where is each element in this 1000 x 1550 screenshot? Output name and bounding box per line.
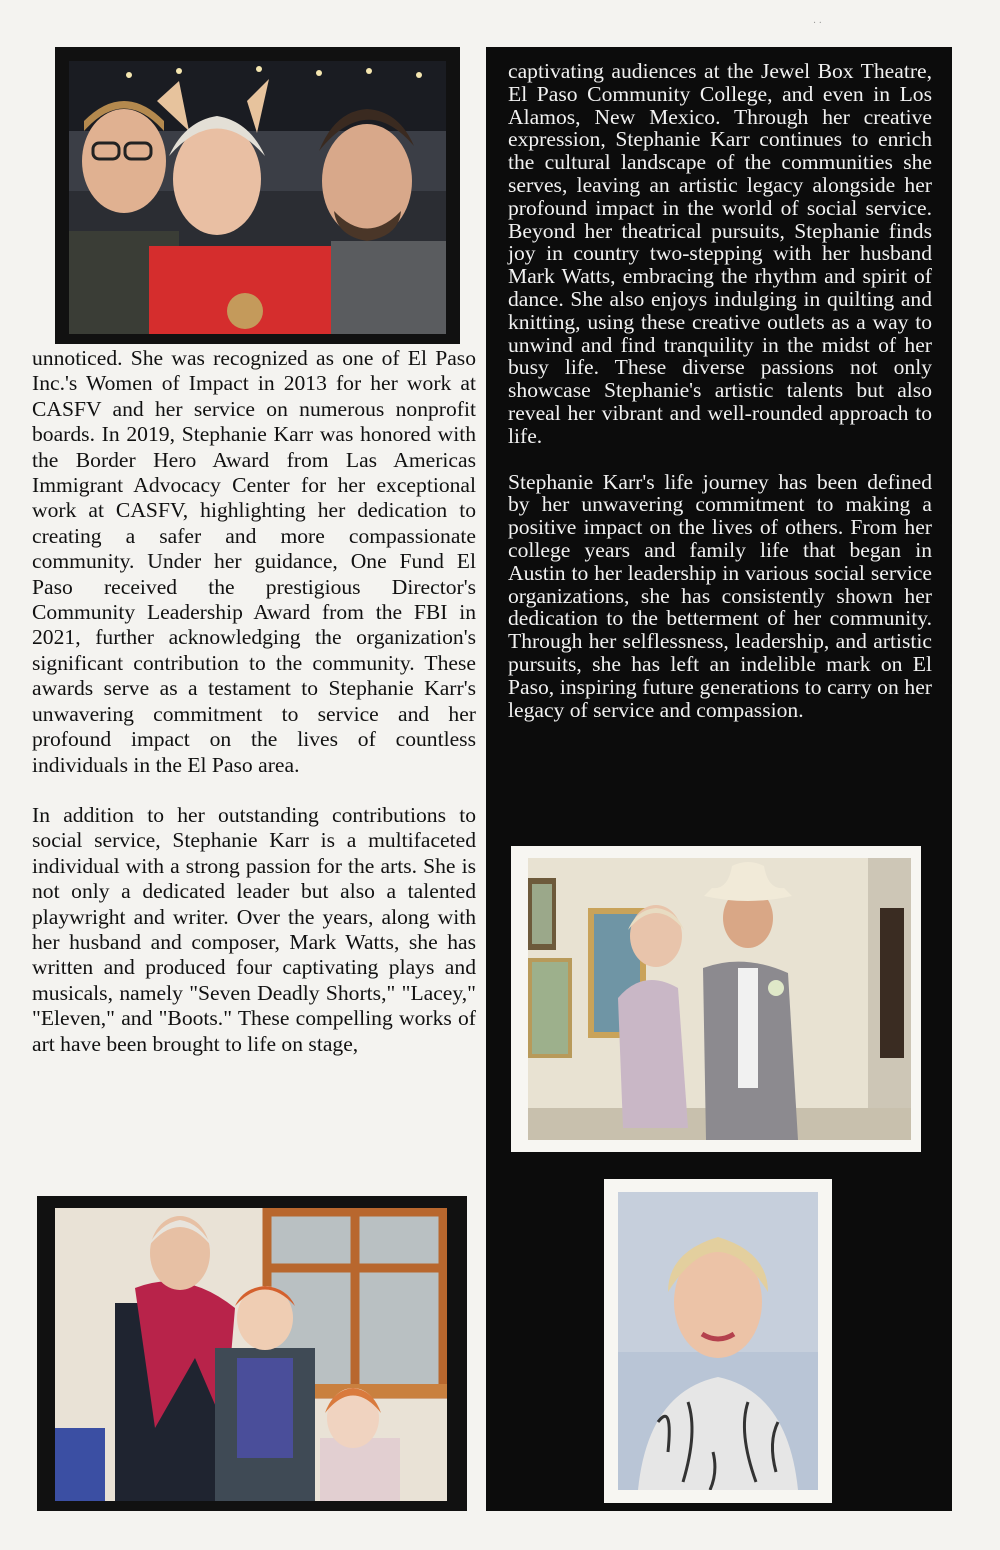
right-paragraph-journey: Stephanie Karr's life journey has been defined by her unwavering commitment to making a positive impact on the lives of others. From her college years and family life that began in Austin to her leadership in various social service organizations, she has consistently shown her dedication to the betterment of her community. Through her selflessness, leadership, and artistic pursuits, she has left an indelible mark on El Paso, inspiring future generations to carry on her legacy of service and compassion. [508, 469, 932, 722]
right-text-column [508, 60, 932, 721]
photo-couple [511, 846, 921, 1152]
photo-family-children-image [55, 1208, 447, 1501]
left-paragraph-arts: In addition to her outstanding contributions to social service, Stephanie Karr is a multifaceted individual with a strong passion for the arts. She is not only a dedicated leader but also a talented playwright and writer. Over the years, along with her husband and composer, Mark Watts, she has written and produced four captivating plays and musicals, namely "Seven Deadly Shorts," "Lacey," "Eleven," and "Boots." These compelling works of art have been brought to life on stage, [32, 802, 476, 1056]
photo-portrait-image [618, 1192, 818, 1490]
left-paragraph-awards: unnoticed. She was recognized as one of El Paso Inc.'s Women of Impact in 2013 for her work at CASFV and her service on numerous nonprofit boards. In 2019, Stephanie Karr was honored with the Border Hero Award from Las Americas Immigrant Advocacy Center for her exceptional work at CASFV, highlighting her dedication to creating a safer and more compassionate community. Under her guidance, One Fund El Paso received the prestigious Director's Community Leadership Award from the FBI in 2021, further acknowledging the organization's significant contribution to the community. These awards serve as a testament to Stephanie Karr's unwavering commitment to service and her profound impact on the lives of countless individuals in the El Paso area. [32, 346, 476, 777]
photo-couple-image [528, 858, 911, 1140]
photo-family-children [37, 1196, 467, 1511]
right-paragraph-theatre: captivating audiences at the Jewel Box Theatre, El Paso Community College, and even in Los Alamos, New Mexico. Through her creative expression, Stephanie Karr continues to enrich the cultural landscape of the communities she serves, leaving an artistic legacy alongside her profound impact in the world of social service. Beyond her theatrical pursuits, Stephanie finds joy in country two-stepping with her husband Mark Watts, embracing the rhythm and spirit of dance. She also enjoys indulging in quilting and knitting, using these creative outlets as a way to unwind and find tranquility in the midst of her busy life. These diverse passions not only showcase Stephanie's artistic talents but also reveal her vibrant and well-rounded approach to life. [508, 59, 932, 448]
photo-stadium-selfie [55, 47, 460, 344]
scan-mark: · · [812, 18, 822, 29]
photo-portrait [604, 1179, 832, 1503]
left-text-column [32, 346, 476, 1057]
photo-stadium-selfie-image [69, 61, 446, 334]
